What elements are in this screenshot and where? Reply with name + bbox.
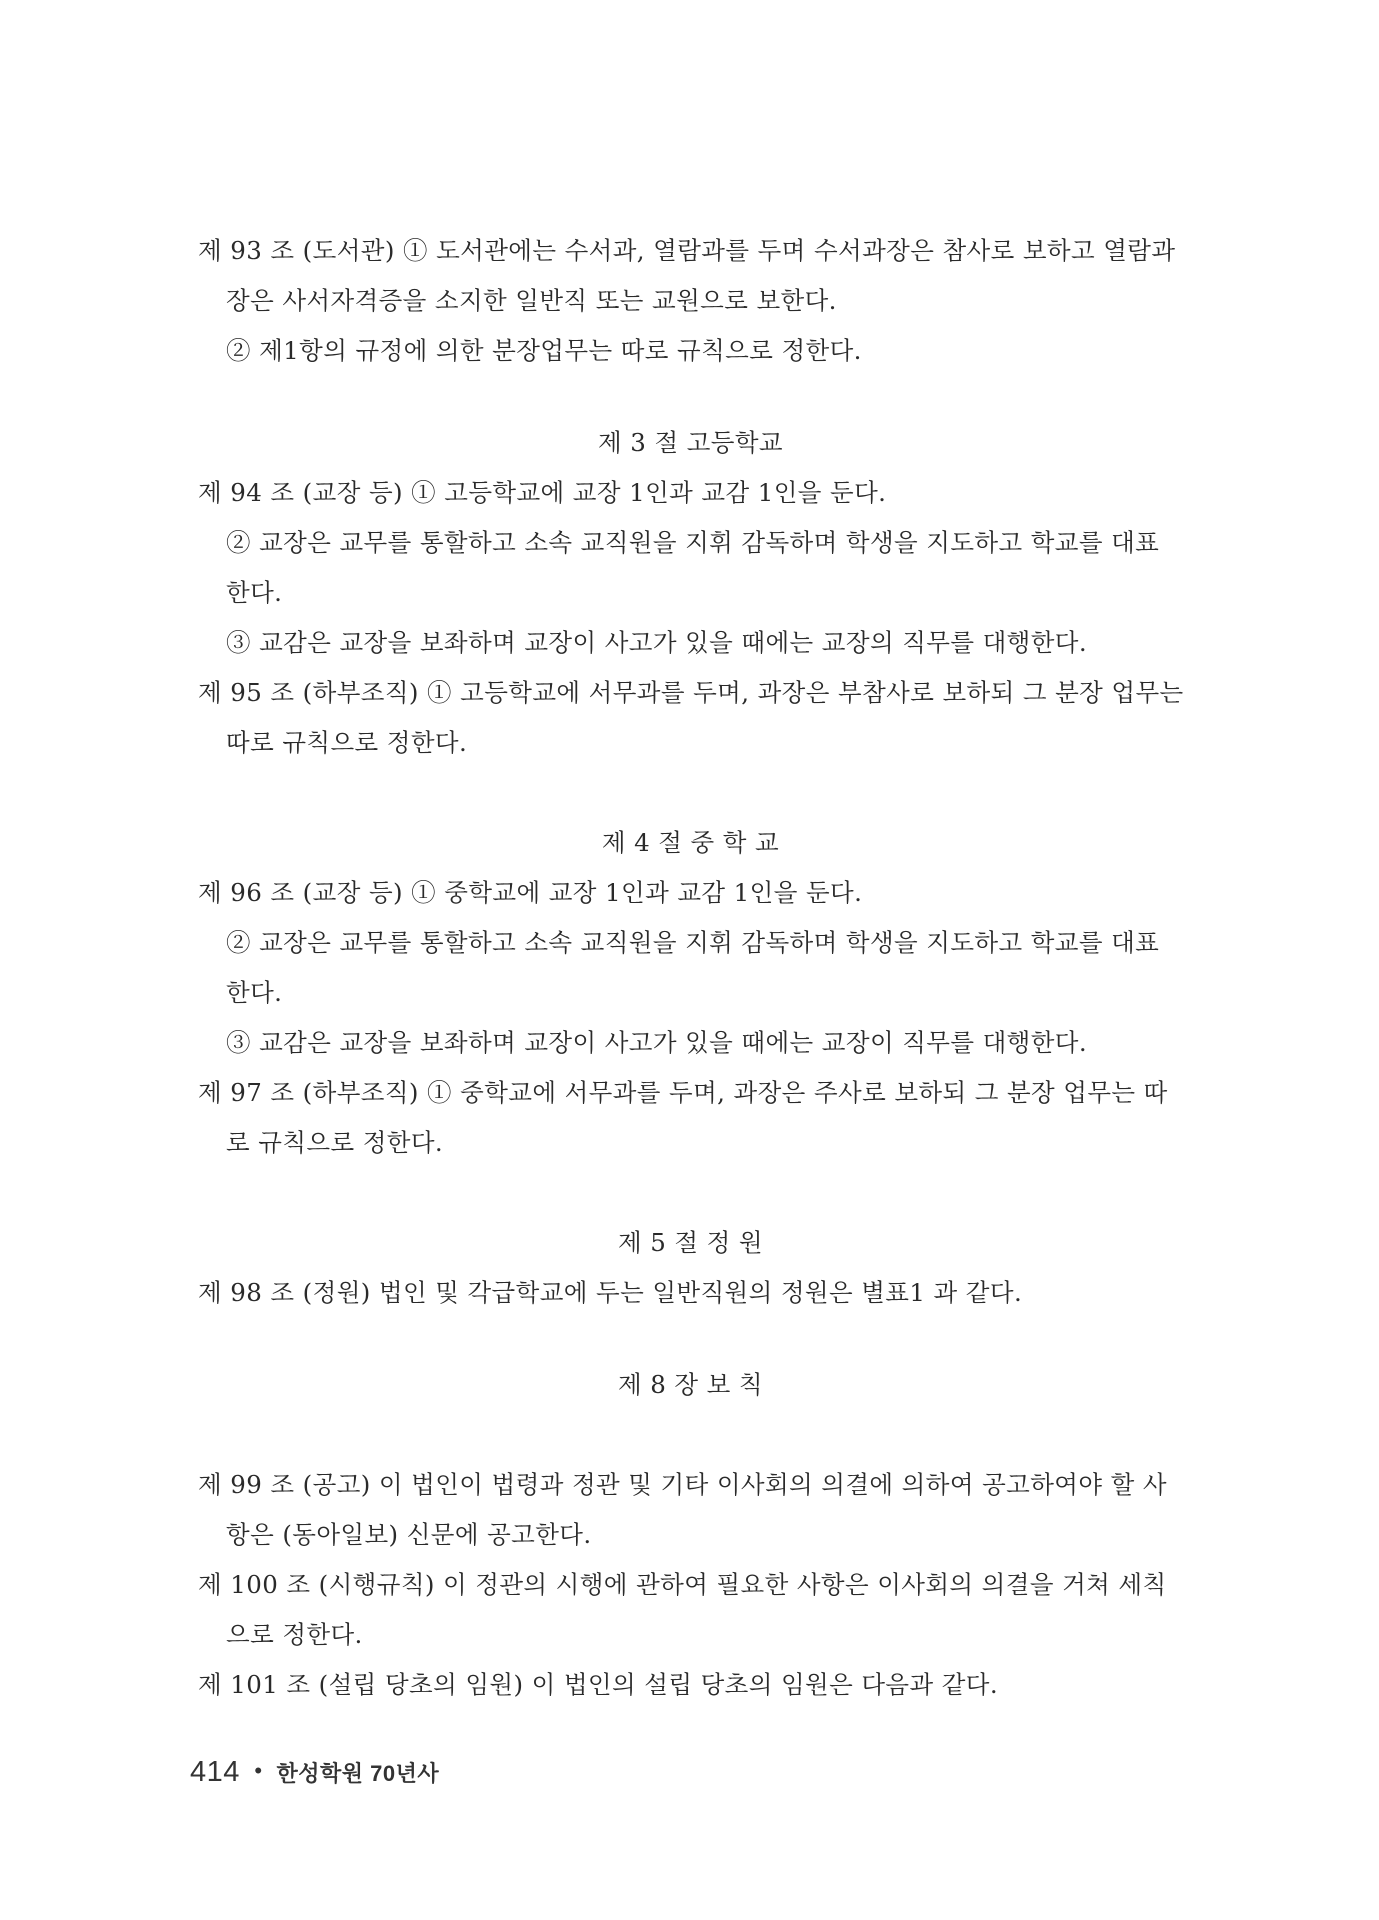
article-94-clause-2: ② 교장은 교무를 통할하고 소속 교직원을 지휘 감독하며 학생을 지도하고 학교를 대표 [226,528,1160,557]
chapter-8-heading: 제 8 장 보 칙 [617,1370,763,1399]
article-96-clause-3: ③ 교감은 교장을 보좌하며 교장이 사고가 있을 때에는 교장이 직무를 대행한다. [226,1028,1088,1057]
article-95-line-1: 제 95 조 (하부조직) ① 고등학교에 서무과를 두며, 과장은 부참사로 보하되 그 분장 업무는 [198,678,1184,707]
spacer [198,1168,1183,1218]
article-94-clause-3: ③ 교감은 교장을 보좌하며 교장이 사고가 있을 때에는 교장의 직무를 대행한다. [226,628,1088,657]
page-number: 414 [190,1756,240,1788]
article-99-line-2: 항은 (동아일보) 신문에 공고한다. [226,1520,592,1549]
article-96-line-1: 제 96 조 (교장 등) ① 중학교에 교장 1인과 교감 1인을 둔다. [198,878,863,907]
document-body [198,226,1183,1710]
article-93-line-1: 제 93 조 (도서관) ① 도서관에는 수서과, 열람과를 두며 수서과장은 참사로 보하고 열람과 [198,236,1176,265]
section-3-heading: 제 3 절 고등학교 [598,428,783,457]
spacer [198,768,1183,818]
page-footer [190,1756,439,1789]
article-100-line-2: 으로 정한다. [226,1620,363,1649]
article-97-line-2: 로 규칙으로 정한다. [226,1128,444,1157]
spacer [198,1410,1183,1460]
article-98-line-1: 제 98 조 (정원) 법인 및 각급학교에 두는 일반직원의 정원은 별표1 과 같다. [198,1278,1023,1307]
section-5-heading: 제 5 절 정 원 [617,1228,763,1257]
article-95-line-2: 따로 규칙으로 정한다. [226,728,468,757]
article-94-clause-2-cont: 한다. [226,578,283,607]
article-94-line-1: 제 94 조 (교장 등) ① 고등학교에 교장 1인과 교감 1인을 둔다. [198,478,887,507]
article-96-clause-2: ② 교장은 교무를 통할하고 소속 교직원을 지휘 감독하며 학생을 지도하고 학교를 대표 [226,928,1160,957]
article-97-line-1: 제 97 조 (하부조직) ① 중학교에 서무과를 두며, 과장은 주사로 보하되 그 분장 업무는 따 [198,1078,1168,1107]
article-99-line-1: 제 99 조 (공고) 이 법인이 법령과 정관 및 기타 이사회의 의결에 의하여 공고하여야 할 사 [198,1470,1167,1499]
article-96-clause-2-cont: 한다. [226,978,283,1007]
section-4-heading: 제 4 절 중 학 교 [601,828,780,857]
bullet-separator: • [254,1758,263,1783]
article-101-line-1: 제 101 조 (설립 당초의 임원) 이 법인의 설립 당초의 임원은 다음과 같다. [198,1670,999,1699]
spacer [198,376,1183,418]
article-93-clause-2: ② 제1항의 규정에 의한 분장업무는 따로 규칙으로 정한다. [226,336,862,365]
article-100-line-1: 제 100 조 (시행규칙) 이 정관의 시행에 관하여 필요한 사항은 이사회의 의결을 거쳐 세칙 [198,1570,1167,1599]
book-title: 한성학원 70년사 [276,1761,440,1786]
spacer [198,1318,1183,1360]
article-93-line-2: 장은 사서자격증을 소지한 일반직 또는 교원으로 보한다. [226,286,837,315]
